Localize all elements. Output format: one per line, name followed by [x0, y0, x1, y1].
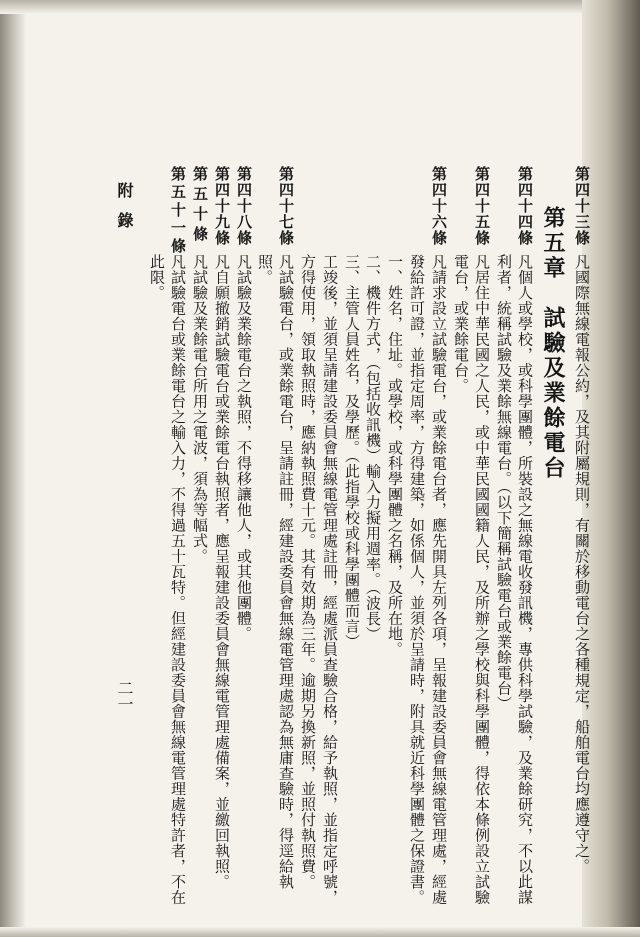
- article-46-item-1: 一、姓名，住址。或學校，或科學團體之名稱，及所在地。: [386, 254, 404, 657]
- article-50-label: 第五十條: [191, 166, 209, 246]
- article-51-line-2: 此限。: [148, 254, 166, 301]
- article-48-label: 第四十八條: [235, 166, 253, 246]
- article-49-label: 第四十九條: [213, 166, 231, 246]
- chapter-title: 第五章 試驗及業餘電台: [540, 206, 566, 481]
- page-top-edge: [0, 0, 640, 14]
- page-bottom-edge: [0, 927, 640, 937]
- article-51-label: 第五十一條: [169, 166, 187, 256]
- article-44-line-1: 凡個人或學校，或科學團體，所裝設之無線電收發訊機，專供科學試驗，及業餘研究，不以此謀: [516, 254, 534, 905]
- article-49-line-1: 凡自願撤銷試驗電台或業餘電台執照者，應呈報建設委員會無線電管理處備案，並繳回執照。: [213, 254, 231, 890]
- article-47-label: 第四十七條: [277, 166, 295, 246]
- article-46-line-2: 發給許可證，並指定周率，方得建築，如係個人，並須於呈請時，附具就近科學團體之保證書。: [408, 254, 426, 905]
- article-50-line-1: 凡試驗及業餘電台所用之電波，須為等幅式。: [191, 254, 209, 564]
- page-number: 二一: [115, 680, 134, 712]
- article-44-label: 第四十四條: [516, 166, 534, 246]
- page-binding-shadow: [0, 0, 26, 937]
- article-43-label: 第四十三條: [573, 166, 591, 246]
- article-46-line-4: 方得使用，領取執照時，應納執照費十元。其有效期為三年。逾期另換新照，並照付執照費。: [299, 254, 317, 890]
- article-45-label: 第四十五條: [473, 166, 491, 246]
- article-48-line-1: 凡試驗及業餘電台之執照，不得移讓他人，或其他團體。: [235, 254, 253, 642]
- article-47-line-2: 照。: [256, 254, 274, 285]
- article-47-line-1: 凡試驗電台，或業餘電台，呈請註冊，經建設委員會無線電管理處認為無庸查驗時，得逕給執: [277, 254, 295, 890]
- article-44-line-2: 利者，統稱試驗及業餘無線電台。（以下簡稱試驗電台或業餘電台）: [495, 254, 513, 712]
- article-46-label: 第四十六條: [430, 166, 448, 246]
- appendix-label: 附錄: [115, 182, 134, 242]
- article-51-line-1: 凡試驗電台或業餘電台之輸入力，不得過五十瓦特。但經建設委員會無線電管理處特許者，不在: [169, 254, 187, 905]
- article-43-line-1: 凡國際無線電報公約，及其附屬規則，有關於移動電台之各種規定，船舶電台均應遵守之。: [573, 254, 591, 874]
- article-46-line-1: 凡請求設立試驗電台，或業餘電台者，應先開具左列各項，呈報建設委員會無線電管理處，經處: [430, 254, 448, 905]
- article-46-line-3: 工竣後，並須呈請建設委員會無線電管理處註冊，經處派員查驗合格，給予執照，並指定呼號，: [321, 254, 339, 905]
- article-45-line-2: 電台，或業餘電台。: [452, 254, 470, 394]
- article-46-item-2: 二、機件方式，（包括收訊機）輸入力擬用週率。（波長）: [364, 254, 382, 642]
- article-45-line-1: 凡居住中華民國之人民，或中華民國國籍人民，及所辦之學校與科學團體，得依本條例設立試驗: [473, 254, 491, 905]
- article-46-item-3: 三、主管人員姓名，及學歷。（此指學校或科學團體而言）: [343, 254, 361, 650]
